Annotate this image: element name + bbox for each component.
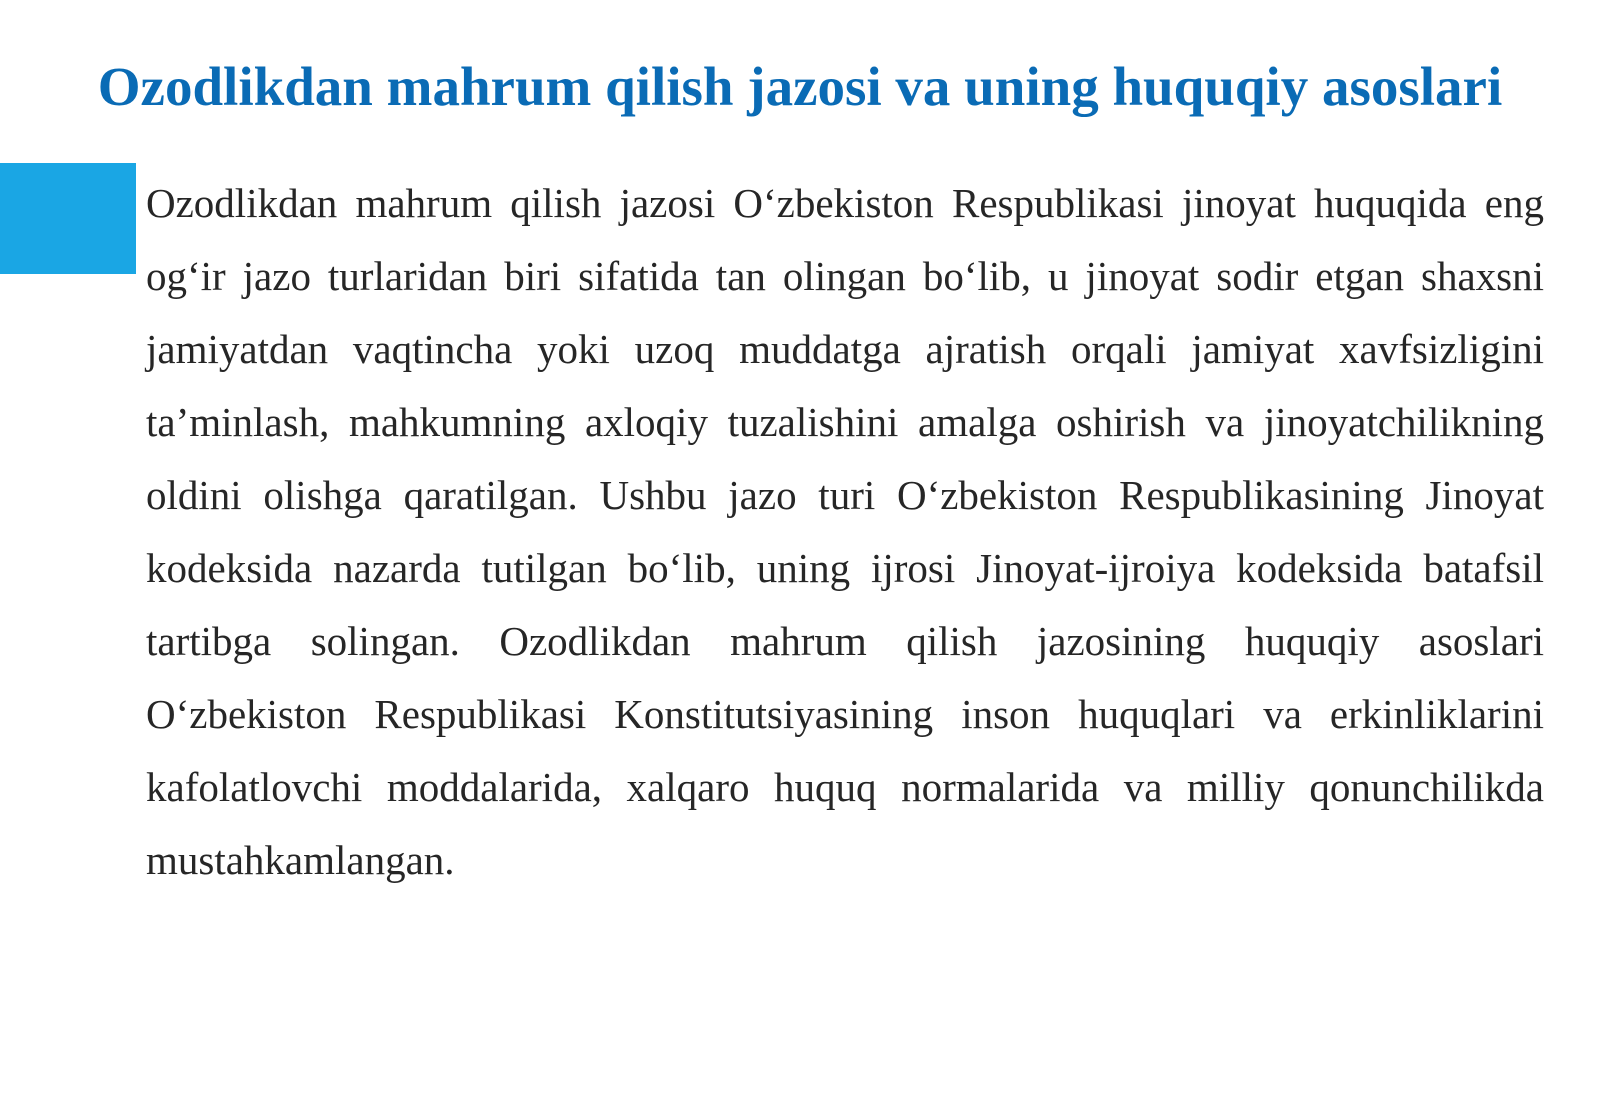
slide-body-text: Ozodlikdan mahrum qilish jazosi O‘zbekiston Respublikasi jinoyat huquqida eng og‘ir jazo turlaridan biri sifatida tan olingan bo‘lib, u jinoyat sodir etgan shaxsni jamiyatdan vaqtincha yoki uzoq muddatga ajratish orqali jamiyat xavfsizligini ta’minlash, mahkumning axloqiy tuzalishini amalga oshirish va jinoyatchilikning oldini olishga qaratilgan. Ushbu jazo turi O‘zbekiston Respublikasining Jinoyat kodeksida nazarda tutilgan bo‘lib, uning ijrosi Jinoyat-ijroiya kodeksida batafsil tartibga solingan. Ozodlikdan mahrum qilish jazosining huquqiy asoslari O‘zbekiston Respublikasi Konstitutsiyasining inson huquqlari va erkinliklarini kafolatlovchi moddalarida, xalqaro huquq normalarida va milliy qonunchilikda mustahkamlangan. [146, 180, 1544, 883]
accent-block [0, 163, 136, 274]
slide-title: Ozodlikdan mahrum qilish jazosi va uning huquqiy asoslari [97, 56, 1503, 117]
